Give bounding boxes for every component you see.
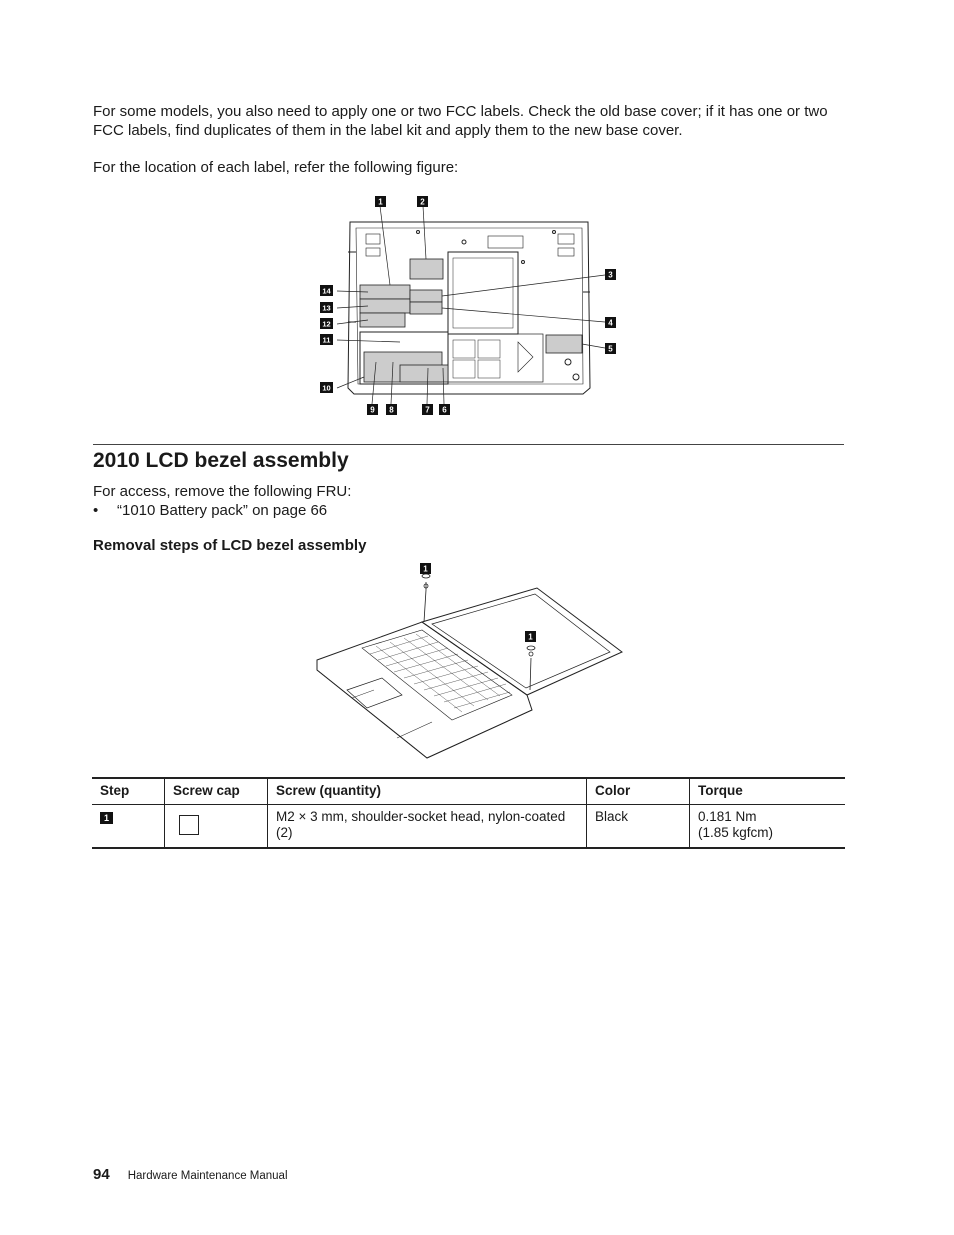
table-header-row <box>92 778 845 805</box>
intro-paragraph-fcc: For some models, you also need to apply one or two FCC labels. Check the old base cover; if it has one or two FCC labels, find duplicates of them in the label kit and apply them to the new base cover. <box>93 103 828 139</box>
callout-label-7: 7 <box>425 405 430 415</box>
fru-list-item <box>93 501 327 520</box>
base-cover-label-figure <box>318 192 618 417</box>
callout-label-1: 1 <box>378 197 383 207</box>
page-footer <box>93 1166 288 1183</box>
screw-spec-table <box>92 777 845 849</box>
table-row <box>92 805 845 849</box>
callout-label-4: 4 <box>608 318 613 328</box>
cell-color: Black <box>587 805 690 849</box>
cell-step <box>92 805 165 849</box>
callout-label-5: 5 <box>608 344 613 354</box>
cell-torque <box>690 805 846 849</box>
callout-label-8: 8 <box>389 405 394 415</box>
manual-title: Hardware Maintenance Manual <box>127 1170 288 1182</box>
callout-label-11: 11 <box>322 335 331 345</box>
bullet-glyph: • <box>93 502 99 519</box>
callout-label-3: 3 <box>608 270 613 280</box>
callout-label-screw-2: 1 <box>528 632 533 642</box>
callout-label-9: 9 <box>370 405 375 415</box>
callout-label-screw-1: 1 <box>423 564 428 574</box>
header-color: Color <box>587 778 690 805</box>
screw-cap-checkbox <box>179 815 199 835</box>
header-step: Step <box>92 778 165 805</box>
cell-screw: M2 × 3 mm, shoulder-socket head, nylon-coated (2) <box>268 805 587 849</box>
callout-label-12: 12 <box>322 319 331 329</box>
torque-nm: 0.181 Nm <box>698 809 757 824</box>
callout-label-13: 13 <box>322 303 331 313</box>
header-torque: Torque <box>690 778 846 805</box>
intro-paragraph-figure-ref: For the location of each label, refer the following figure: <box>93 159 459 176</box>
header-screw-cap: Screw cap <box>165 778 268 805</box>
torque-kgfcm: (1.85 kgfcm) <box>698 825 774 840</box>
callout-label-6: 6 <box>442 405 447 415</box>
access-text: For access, remove the following FRU: <box>93 483 352 500</box>
page-number: 94 <box>93 1166 110 1183</box>
header-screw-quantity: Screw (quantity) <box>268 778 587 805</box>
section-title: 2010 LCD bezel assembly <box>93 449 349 472</box>
step-number-badge: 1 <box>100 812 113 824</box>
cell-screw-cap <box>165 805 268 849</box>
callout-label-10: 10 <box>322 383 331 393</box>
callout-label-2: 2 <box>420 197 425 207</box>
fru-link[interactable]: “1010 Battery pack” on page 66 <box>117 502 328 519</box>
removal-steps-heading: Removal steps of LCD bezel assembly <box>93 537 367 554</box>
callout-label-14: 14 <box>322 286 331 296</box>
lcd-bezel-figure <box>312 560 626 760</box>
section-divider <box>93 444 844 445</box>
